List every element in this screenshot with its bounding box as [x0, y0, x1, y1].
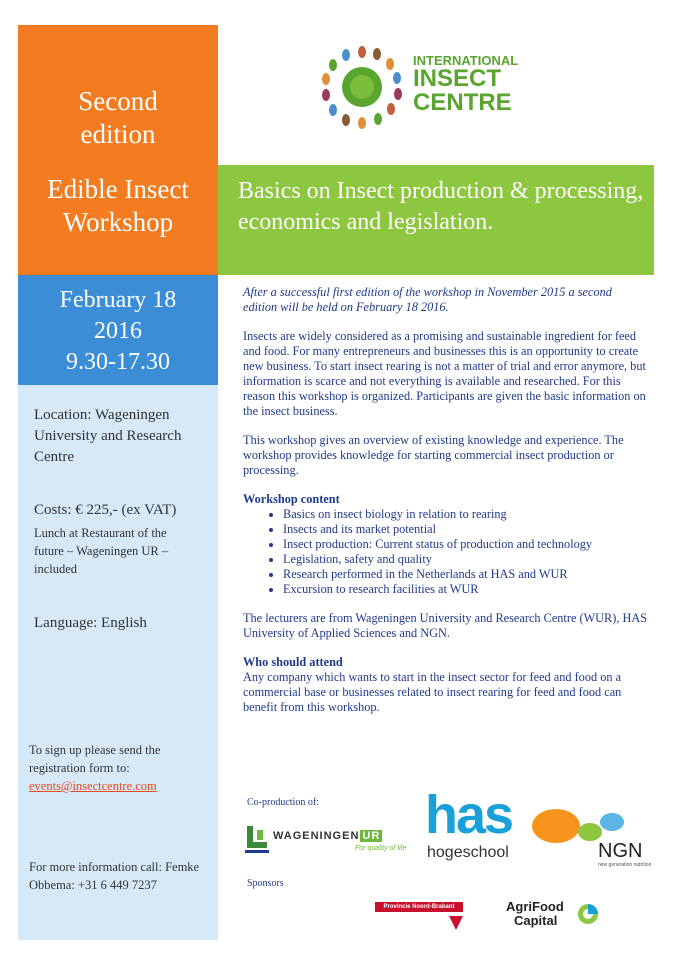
- title-line-2: Workshop: [62, 207, 174, 237]
- ngn-sub: new generation nutrition: [598, 862, 652, 868]
- has-sub: hogeschool: [427, 844, 509, 861]
- intro-text: After a successful first edition of the workshop in November 2015 a second edition will be held on February 18 2016.: [243, 285, 612, 314]
- insect-centre-logo: [315, 40, 525, 135]
- main-content: [243, 285, 648, 729]
- date-day: February 18: [59, 287, 177, 313]
- edition-line-2: edition: [80, 119, 156, 149]
- content-list: [243, 507, 648, 597]
- list-item: • Research performed in the Netherlands at HAS and WUR: [283, 567, 648, 582]
- wageningen-suffix: UR: [362, 830, 381, 842]
- lecturers-text: The lecturers are from Wageningen University and Research Centre (WUR), HAS University of Applied Sciences and NGN.: [243, 611, 648, 640]
- details-panel: [18, 385, 218, 940]
- ngn-logo: [532, 808, 662, 868]
- lunch-text: Lunch at Restaurant of the future – Wageningen UR – included: [34, 526, 169, 576]
- banner-title: Basics on Insect production & processing, economics and legislation.: [238, 178, 644, 235]
- signup-text: To sign up please send the registration form to:: [29, 743, 161, 775]
- title-line-1: Edible Insect: [47, 174, 189, 204]
- ngn-name: NGN: [598, 840, 643, 862]
- costs-text: Costs: € 225,- (ex VAT): [34, 502, 177, 518]
- logo-line-2: INSECT: [413, 65, 502, 92]
- event-heading: [18, 85, 218, 239]
- brabant-logo: [375, 902, 465, 936]
- wageningen-logo: [245, 824, 415, 864]
- date-time: 9.30-17.30: [66, 349, 170, 375]
- contact-info: For more information call: Femke Obbema: +31 6 449 7237: [29, 860, 200, 892]
- list-item: • Insect production: Current status of production and technology: [283, 537, 648, 552]
- paragraph-2: This workshop gives an overview of existing knowledge and experience. The workshop provides knowledge for starting commercial insect production or processing.: [243, 433, 624, 477]
- language-text: Language: English: [34, 615, 147, 631]
- list-item: • Insects and its market potential: [283, 522, 648, 537]
- list-item: • Basics on insect biology in relation to rearing: [283, 507, 648, 522]
- date-year: 2016: [94, 318, 142, 344]
- insect-centre-emblem-icon: [315, 40, 410, 135]
- brabant-name: Provincie Noord-Brabant: [375, 902, 463, 912]
- logo-line-3: CENTRE: [413, 89, 512, 116]
- wageningen-tagline: For quality of life: [355, 845, 407, 852]
- paragraph-1: Insects are widely considered as a promising and sustainable ingredient for feed and food. For many entrepreneurs and businesses this is an opportunity to create new business. To start insect rearing is not a matter of trial and error anymore, but information is scarce and not everything is available and researched. For this reason this workshop is organized. Participants are given the basic information on the insect business.: [243, 329, 646, 418]
- agrifood-logo: [506, 900, 606, 934]
- location-text: Location: Wageningen University and Research Centre: [34, 407, 182, 465]
- has-name: has: [425, 785, 513, 845]
- agrifood-line-2: Capital: [514, 913, 558, 928]
- wageningen-name: WAGENINGEN: [273, 830, 360, 842]
- edition-line-1: Second: [78, 86, 158, 116]
- content-heading: Workshop content: [243, 492, 340, 506]
- who-text: Any company which wants to start in the insect sector for feed and food on a commercial base or businesses related to insect rearing for feed and food can benefit from this workshop.: [243, 670, 622, 714]
- email-link[interactable]: events@insectcentre.com: [29, 779, 157, 793]
- agrifood-emblem-icon: [576, 902, 600, 926]
- wageningen-emblem-icon: [245, 826, 269, 856]
- event-date: [18, 285, 218, 378]
- logo-line-1: INTERNATIONAL: [413, 53, 519, 68]
- brabant-emblem-icon: [449, 916, 463, 930]
- list-item: • Excursion to research facilities at WUR: [283, 582, 648, 597]
- has-logo: [425, 785, 530, 870]
- sponsors-label: Sponsors: [247, 878, 284, 889]
- coproduction-label: Co-production of:: [247, 797, 319, 808]
- list-item: • Legislation, safety and quality: [283, 552, 648, 567]
- agrifood-line-1: AgriFood: [506, 899, 564, 914]
- who-heading: Who should attend: [243, 655, 343, 669]
- ngn-bubbles-icon: [532, 808, 632, 844]
